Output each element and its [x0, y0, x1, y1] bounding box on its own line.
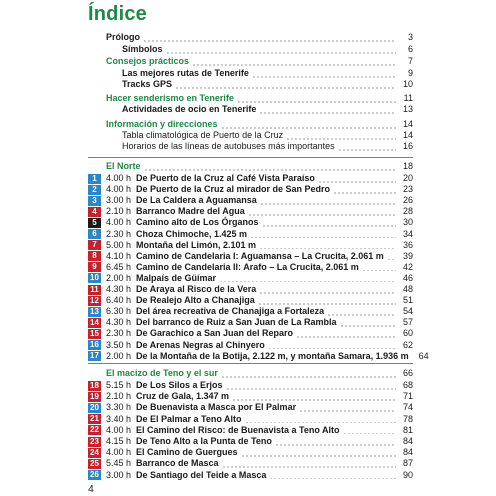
toc-entry-label: Horarios de las líneas de autobuses más importantes	[122, 141, 335, 151]
route-page: 51	[402, 295, 413, 306]
route-title: De Realejo Alto a Chanajiga	[136, 295, 255, 306]
route-number-badge: 21	[88, 414, 101, 424]
toc-entry[interactable]	[106, 32, 413, 43]
route-number-badge: 4	[88, 207, 101, 217]
toc-entry[interactable]	[122, 79, 413, 90]
route-entry[interactable]	[88, 217, 413, 228]
route-title: De Teno Alto a la Punta de Teno	[136, 436, 272, 446]
route-number-badge: 18	[88, 381, 101, 391]
toc-entry[interactable]	[122, 44, 413, 55]
route-page: 34	[402, 228, 413, 239]
dot-leader	[252, 70, 396, 78]
toc-entry-label: Actividades de ocio en Tenerife	[122, 104, 257, 114]
route-number-badge: 8	[88, 251, 101, 261]
dot-leader	[258, 297, 396, 305]
route-number-badge: 10	[88, 273, 101, 283]
route-title: De Araya al Risco de la Vera	[136, 284, 257, 294]
section-divider	[88, 363, 413, 364]
route-duration: 6.40 h	[106, 295, 132, 306]
toc-entry[interactable]	[122, 130, 413, 141]
route-title: De Los Silos a Erjos	[136, 380, 223, 390]
dot-leader	[221, 121, 396, 129]
dot-leader	[219, 274, 396, 282]
route-title: Choza Chimoche, 1.425 m	[136, 228, 248, 239]
route-duration: 3.50 h	[106, 339, 132, 350]
route-page: 84	[402, 436, 413, 446]
route-page: 84	[402, 447, 413, 458]
page-number: 4	[88, 483, 94, 495]
route-number-badge: 9	[88, 262, 101, 272]
route-duration: 4.30 h	[106, 284, 132, 294]
dot-leader	[327, 308, 396, 316]
toc-entry[interactable]	[122, 104, 413, 115]
route-title: Malpaís de Güímar	[136, 272, 217, 283]
route-number-badge: 6	[88, 229, 101, 239]
route-title: De La Caldera a Aguamansa	[136, 195, 257, 206]
route-page: 71	[402, 391, 413, 402]
route-entry[interactable]	[88, 447, 413, 458]
route-page: 28	[402, 206, 413, 217]
route-duration: 4.00 h	[106, 184, 132, 195]
route-entry[interactable]	[88, 251, 413, 262]
section-heading[interactable]	[106, 368, 413, 379]
dot-leader	[286, 132, 396, 140]
route-title: Camino de Candelaria I: Aguamansa – La Crucita, 2.061 m	[136, 250, 384, 261]
route-page: 48	[402, 284, 413, 294]
toc-entry-label: Tabla climatológica de Puerto de la Cruz	[122, 130, 284, 140]
dot-leader	[268, 341, 396, 349]
route-title: Camino de Candelaria II: Arafo – La Crucita, 2.061 m	[136, 261, 359, 272]
route-duration: 4.00 h	[106, 424, 132, 435]
route-entry[interactable]	[88, 284, 413, 295]
dot-leader	[269, 471, 396, 479]
route-title: Montaña del Limón, 2.101 m	[136, 239, 257, 250]
route-duration: 4.15 h	[106, 436, 132, 446]
toc-entry-page: 11	[403, 93, 413, 103]
dot-leader	[144, 163, 396, 171]
route-title: El Camino del Risco: de Buenavista a Teno Alto	[136, 424, 340, 435]
toc-entry-page: 16	[402, 141, 413, 151]
route-title: El Camino de Guergues	[136, 447, 238, 458]
route-number-badge: 20	[88, 403, 101, 413]
toc-entry-label: Hacer senderismo en Tenerife	[106, 93, 234, 103]
route-page: 87	[402, 458, 413, 469]
section-heading-label: El macizo de Teno y el sur	[106, 368, 218, 378]
toc-entry[interactable]	[122, 68, 413, 79]
route-number-badge: 7	[88, 240, 101, 250]
route-entry[interactable]	[88, 425, 413, 436]
dot-leader	[241, 449, 396, 457]
route-number-badge: 26	[88, 470, 101, 480]
dot-leader	[333, 186, 396, 194]
page-title: Índice	[88, 3, 147, 25]
route-title: De Puerto de la Cruz al mirador de San Pedro	[136, 184, 331, 195]
route-number-badge: 14	[88, 318, 101, 328]
route-number-badge: 11	[88, 285, 101, 295]
route-duration: 4.00 h	[106, 173, 132, 183]
dot-leader	[338, 143, 396, 151]
route-duration: 2.30 h	[106, 328, 132, 339]
route-number-badge: 16	[88, 340, 101, 350]
route-page: 78	[402, 413, 413, 424]
route-entry[interactable]	[88, 414, 413, 425]
route-title: De Puerto de la Cruz al Café Vista Paraíso	[136, 173, 315, 183]
route-number-badge: 2	[88, 185, 101, 195]
route-title: De Arenas Negras al Chinyero	[136, 339, 265, 350]
route-duration: 5.45 h	[106, 458, 132, 469]
route-number-badge: 3	[88, 196, 101, 206]
dot-leader	[237, 95, 396, 103]
section-heading-label: El Norte	[106, 161, 141, 171]
route-entry[interactable]	[88, 350, 429, 362]
route-title: Cruz de Gala, 1.347 m	[136, 391, 230, 402]
dot-leader	[166, 46, 396, 54]
route-duration: 5.15 h	[106, 380, 132, 390]
dot-leader	[296, 330, 396, 338]
route-page: 62	[402, 339, 413, 350]
dot-leader	[387, 252, 396, 260]
dot-leader	[318, 175, 396, 183]
route-number-badge: 5	[88, 218, 101, 228]
route-entry[interactable]	[88, 458, 413, 469]
dot-leader	[362, 263, 396, 271]
section-heading[interactable]	[106, 161, 413, 172]
dot-leader	[192, 58, 396, 66]
route-entry[interactable]	[88, 184, 413, 195]
toc-entry-label: Prólogo	[106, 32, 140, 42]
toc-entry-label: Tracks GPS	[122, 79, 173, 89]
dot-leader	[259, 106, 396, 114]
route-duration: 3.30 h	[106, 402, 132, 413]
route-page: 68	[402, 380, 413, 390]
route-entry[interactable]	[88, 229, 413, 240]
dot-leader	[262, 219, 396, 227]
route-page: 23	[402, 184, 413, 195]
dot-leader	[221, 370, 396, 378]
route-title: De Buenavista a Masca por El Palmar	[136, 402, 297, 413]
route-page: 26	[402, 195, 413, 206]
route-page: 74	[402, 402, 413, 413]
toc-entry[interactable]	[122, 141, 413, 152]
route-entry[interactable]	[88, 195, 413, 206]
route-duration: 2.30 h	[106, 228, 132, 239]
toc-entry[interactable]	[106, 56, 413, 67]
route-duration: 2.10 h	[106, 206, 132, 217]
route-entry[interactable]	[88, 317, 413, 328]
dot-leader	[175, 81, 396, 89]
route-duration: 3.40 h	[106, 413, 132, 424]
route-duration: 2.10 h	[106, 391, 132, 402]
route-number-badge: 22	[88, 425, 101, 435]
toc-entry-label: Información y direcciones	[106, 119, 218, 129]
route-duration: 3.00 h	[106, 195, 132, 206]
dot-leader	[248, 208, 396, 216]
section-heading-page: 66	[402, 368, 413, 378]
route-number-badge: 24	[88, 448, 101, 458]
toc-entry-label: Símbolos	[122, 44, 163, 54]
route-title: Del área recreativa de Chanajiga a Fortaleza	[136, 306, 325, 317]
route-title: Barranco Madre del Agua	[136, 206, 245, 217]
dot-leader	[275, 438, 396, 446]
dot-leader	[232, 393, 396, 401]
route-entry[interactable]	[88, 273, 413, 284]
dot-leader	[259, 241, 396, 249]
route-title: De Santiago del Teide a Masca	[136, 469, 267, 480]
route-duration: 2.00 h	[106, 272, 132, 283]
route-entry[interactable]	[88, 306, 413, 317]
route-number-badge: 25	[88, 459, 101, 469]
route-entry[interactable]	[88, 402, 413, 413]
route-duration: 6.30 h	[106, 306, 132, 317]
route-entry[interactable]	[88, 328, 413, 339]
route-page: 20	[402, 173, 413, 183]
route-number-badge: 23	[88, 437, 101, 447]
route-entry[interactable]	[88, 380, 413, 391]
route-duration: 6.45 h	[106, 261, 132, 272]
toc-entry-page: 13	[402, 104, 413, 114]
route-page: 90	[402, 469, 413, 480]
route-title: De Garachico a San Juan del Reparo	[136, 328, 294, 339]
dot-leader	[260, 197, 396, 205]
route-page: 36	[402, 239, 413, 250]
route-title: De la Montaña de la Botija, 2.122 m, y montaña Samara, 1.936 m	[136, 350, 409, 361]
route-number-badge: 1	[88, 174, 101, 184]
route-page: 60	[402, 328, 413, 339]
route-entry[interactable]	[88, 436, 413, 447]
route-entry[interactable]	[88, 391, 413, 402]
dot-leader	[343, 426, 396, 434]
route-entry[interactable]	[88, 340, 413, 351]
route-entry[interactable]	[88, 262, 413, 273]
route-page: 57	[402, 317, 413, 328]
route-number-badge: 15	[88, 329, 101, 339]
route-page: 46	[402, 272, 413, 283]
route-title: De El Palmar a Teno Alto	[136, 413, 242, 424]
toc-entry[interactable]	[106, 93, 413, 104]
toc-entry-label: Las mejores rutas de Tenerife	[122, 68, 249, 78]
route-duration: 2.00 h	[106, 350, 132, 361]
route-number-badge: 19	[88, 392, 101, 402]
route-entry[interactable]	[88, 470, 413, 481]
route-title: Del barranco de Ruiz a San Juan de La Rambla	[136, 317, 337, 328]
dot-leader	[245, 415, 396, 423]
route-duration: 5.00 h	[106, 239, 132, 250]
dot-leader	[340, 319, 396, 327]
route-duration: 4.00 h	[106, 447, 132, 458]
route-number-badge: 13	[88, 307, 101, 317]
dot-leader	[299, 404, 396, 412]
dot-leader	[250, 230, 396, 238]
dot-leader	[259, 286, 396, 294]
route-page: 42	[402, 261, 413, 272]
toc-entry-page: 14	[402, 119, 413, 129]
dot-leader	[226, 382, 396, 390]
route-page: 54	[402, 306, 413, 317]
route-title: Barranco de Masca	[136, 458, 219, 469]
section-divider	[88, 157, 413, 158]
toc-entry-page: 14	[402, 130, 413, 140]
dot-leader	[143, 34, 396, 42]
route-page: 39	[402, 250, 413, 261]
toc-entry[interactable]	[106, 119, 413, 130]
route-entry[interactable]	[88, 173, 413, 184]
route-duration: 4.00 h	[106, 217, 132, 228]
section-heading-page: 18	[402, 161, 413, 171]
route-entry[interactable]	[88, 240, 413, 251]
route-number-badge: 17	[88, 351, 101, 361]
toc-entry-page: 3	[407, 32, 413, 42]
toc-entry-page: 6	[407, 44, 413, 54]
route-entry[interactable]	[88, 295, 413, 306]
route-duration: 4.30 h	[106, 317, 132, 328]
route-title: Camino alto de Los Órganos	[136, 217, 259, 228]
route-duration: 4.10 h	[106, 250, 132, 261]
toc-entry-page: 10	[402, 79, 413, 89]
toc-entry-page: 7	[407, 56, 413, 66]
route-page: 81	[402, 424, 413, 435]
route-duration: 3.00 h	[106, 469, 132, 480]
toc-entry-page: 9	[407, 68, 413, 78]
toc-entry-label: Consejos prácticos	[106, 56, 190, 66]
route-number-badge: 12	[88, 296, 101, 306]
route-page: 64	[418, 350, 429, 361]
route-page: 30	[402, 217, 413, 228]
dot-leader	[222, 460, 396, 468]
route-entry[interactable]	[88, 206, 413, 217]
